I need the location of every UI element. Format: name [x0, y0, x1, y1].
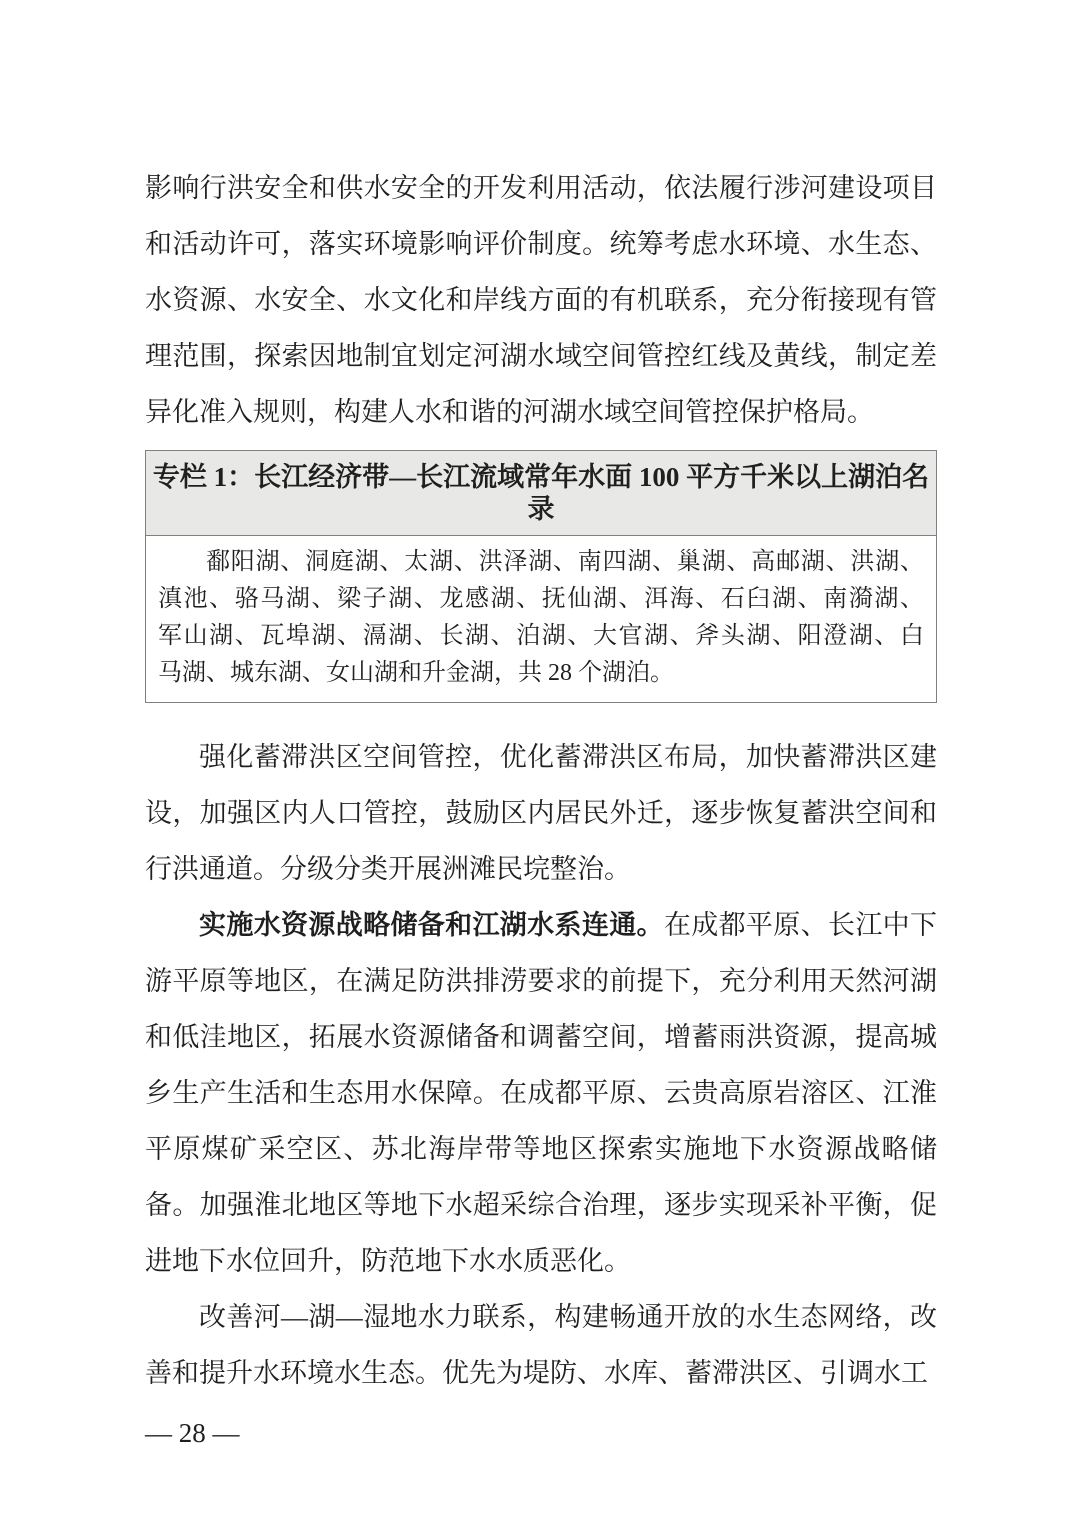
callout-box-title: 专栏 1：长江经济带—长江流域常年水面 100 平方千米以上湖泊名录	[146, 451, 936, 536]
paragraph-body-text: 改善河—湖—湿地水力联系，构建畅通开放的水生态网络，改善和提升水环境水生态。优先为堤防、水库、蓄滞洪区、引调水工	[145, 1302, 937, 1388]
paragraph-flood-storage: 强化蓄滞洪区空间管控，优化蓄滞洪区布局，加快蓄滞洪区建设，加强区内人口管控，鼓励区内居民外迁，逐步恢复蓄洪空间和行洪通道。分级分类开展洲滩民垸整治。	[145, 742, 937, 884]
lake-list-line: 滇池、骆马湖、梁子湖、龙感湖、抚仙湖、洱海、石臼湖、南漪湖、	[158, 586, 924, 612]
lake-list-line: 马湖、城东湖、女山湖和升金湖，共 28 个湖泊。	[158, 660, 674, 686]
page-content	[145, 0, 937, 1453]
paragraph-lead-sentence: 实施水资源战略储备和江湖水系连通。	[199, 910, 664, 940]
paragraph-water-reserve	[145, 897, 937, 1289]
callout-box	[145, 450, 937, 703]
paragraph-body-text: 在成都平原、长江中下游平原等地区，在满足防洪排涝要求的前提下，充分利用天然河湖和低洼地区，拓展水资源储备和调蓄空间，增蓄雨洪资源，提高城乡生产生活和生态用水保障。在成都平原、云贵高原岩溶区、江淮平原煤矿采空区、苏北海岸带等地区探索实施地下水资源战略储备。加强淮北地区等地下水超采综合治理，逐步实现采补平衡，促进地下水位回升，防范地下水水质恶化。	[145, 910, 938, 1276]
paragraph-continuation: 影响行洪安全和供水安全的开发利用活动，依法履行涉河建设项目和活动许可，落实环境影响评价制度。统筹考虑水环境、水生态、水资源、水安全、水文化和岸线方面的有机联系，充分衔接现有管理范围，探索因地制宜划定河湖水域空间管控红线及黄线，制定差异化准入规则，构建人水和谐的河湖水域空间管控保护格局。	[145, 173, 937, 427]
paragraph-river-lake-wetland	[145, 1289, 937, 1401]
lake-list-line: 军山湖、瓦埠湖、滆湖、长湖、泊湖、大官湖、斧头湖、阳澄湖、白	[158, 623, 924, 649]
callout-box-body	[146, 536, 936, 702]
page-number: — 28 —	[145, 1418, 240, 1448]
lake-list-line: 鄱阳湖、洞庭湖、太湖、洪泽湖、南四湖、巢湖、高邮湖、洪湖、	[206, 549, 924, 575]
